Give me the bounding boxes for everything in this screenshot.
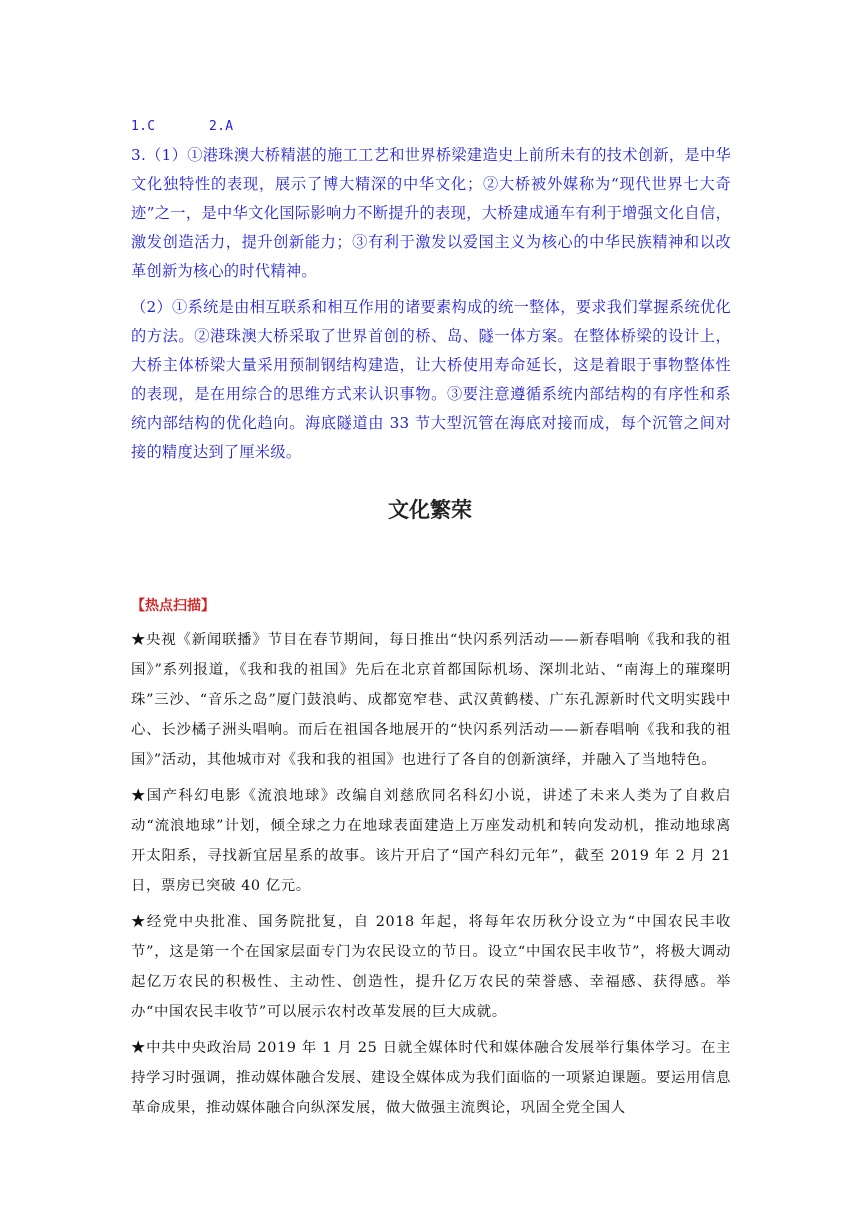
hot-scan-label: 【热点扫描】 [131, 598, 215, 614]
answer-q3-part1: 3.（1）①港珠澳大桥精湛的施工工艺和世界桥梁建造史上前所未有的技术创新，是中华文化独特性的表现，展示了博大精深的中华文化；②大桥被外媒称为“现代世界七大奇迹”之一，是中华文化国际影响力不断提升的表现，大桥建成通车有利于增强文化自信，激发创造活力，提升创新能力；③有利于激发以爱国主义为核心的中华民族精神和以改革创新为核心的时代精神。 [131, 146, 731, 280]
short-answers [131, 112, 731, 141]
news-list [131, 625, 731, 1129]
news-item: ★中共中央政治局 2019 年 1 月 25 日就全媒体时代和媒体融合发展举行集体学习。在主持学习时强调，推动媒体融合发展、建设全媒体成为我们面临的一项紧迫课题。要运用信息革命成果，推动媒体融合向纵深发展，做大做强主流舆论，巩固全党全国人 [131, 1040, 731, 1116]
news-item: ★央视《新闻联播》节目在春节期间，每日推出“快闪系列活动——新春唱响《我和我的祖国》”系列报道，《我和我的祖国》先后在北京首都国际机场、深圳北站、“南海上的璀璨明珠”三沙、“音乐之岛”厦门鼓浪屿、成都宽窄巷、武汉黄鹤楼、广东孔源新时代文明实践中心、长沙橘子洲头唱响。而后在祖国各地展开的“快闪系列活动——新春唱响《我和我的祖国》”活动，其他城市对《我和我的祖国》也进行了各自的创新演绎，并融入了当地特色。 [131, 632, 731, 768]
news-item: ★经党中央批准、国务院批复，自 2018 年起，将每年农历秋分设立为“中国农民丰收节”，这是第一个在国家层面专门为农民设立的节日。设立“中国农民丰收节”，将极大调动起亿万农民的积极性、主动性、创造性，提升亿万农民的荣誉感、幸福感、获得感。举办“中国农民丰收节”可以展示农村改革发展的巨大成就。 [131, 914, 731, 1020]
answer-2: 2.A [209, 119, 234, 134]
section-title: 文化繁荣 [388, 498, 472, 522]
answer-q3-part2: （2）①系统是由相互联系和相互作用的诸要素构成的统一整体，要求我们掌握系统优化的方法。②港珠澳大桥采取了世界首创的桥、岛、隧一体方案。在整体桥梁的设计上，大桥主体桥梁大量采用预制钢结构建造，让大桥使用寿命延长，这是着眼于事物整体性的表现，是在用综合的思维方式来认识事物。③要注意遵循系统内部结构的有序性和系统内部结构的优化趋向。海底隧道由 33 节大型沉管在海底对接而成，每个沉管之间对接的精度达到了厘米级。 [131, 298, 731, 461]
news-item: ★国产科幻电影《流浪地球》改编自刘慈欣同名科幻小说，讲述了未来人类为了自救启动“流浪地球”计划，倾全球之力在地球表面建造上万座发动机和转向发动机，推动地球离开太阳系，寻找新宜居星系的故事。该片开启了“国产科幻元年”，截至 2019 年 2 月 21 日，票房已突破 40 亿元。 [131, 788, 731, 894]
answer-section [131, 141, 731, 467]
answer-1: 1.C [131, 119, 156, 134]
